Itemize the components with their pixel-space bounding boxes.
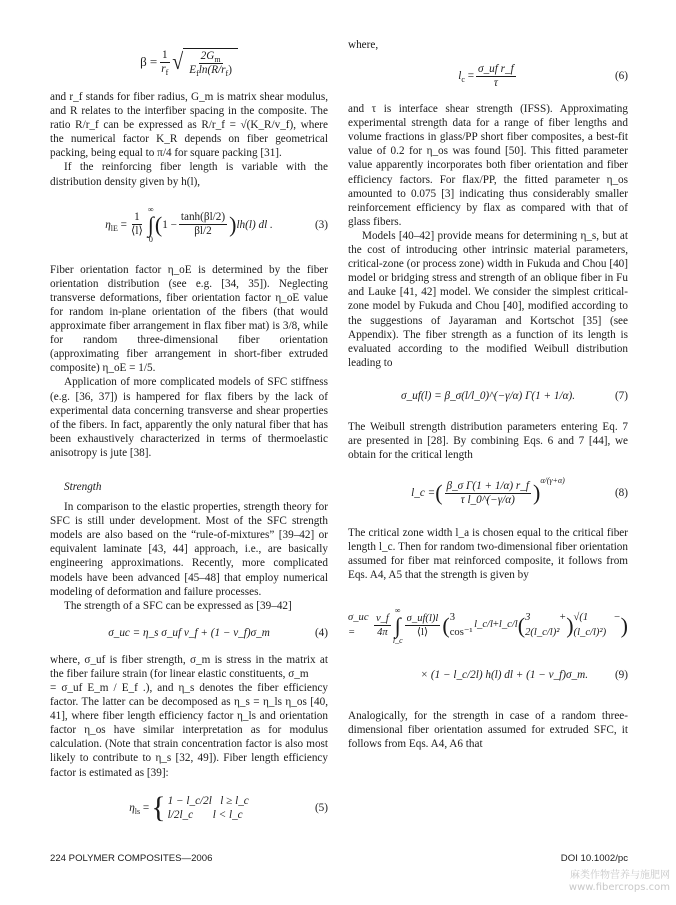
equation-8: l_c = ( $\frac{\text{β\_σ Γ(1 + 1/α) r\_f}}{\text{τ l\_0\textasciicircum{}(−γ/α)}}$ ) $^{\alpha/(\gamma+\alpha)}$ (8): [411, 476, 628, 506]
equation-number: (8): [614, 487, 628, 500]
paragraph: The Weibull strength distribution parameters entering Eq. 7 are presented in [28]. By combining Eqs. 6 and 7 [44], we obtain for the critical length: [348, 420, 628, 462]
equation-number: (5): [314, 801, 328, 814]
equation-beta: β = $\frac{1}{r_f}$ √ $\frac{2G_m}{E_f\ln(R/r_f)}$: [50, 38, 328, 86]
equation-number: (7): [614, 389, 628, 402]
paragraph: Application of more complicated models of SFC stiffness (e.g. [36, 37]) is hampered for flax fibers by the lack of experimental data concerning transverse and shear properties of the fibers. In fact, apparently the only natural fiber that has been exhaustively characterized in terms of thermoelastic anisotropy is jute [38].: [50, 376, 328, 459]
page-footer-left: 224 POLYMER COMPOSITES—2006: [50, 853, 213, 864]
equation-number: (9): [614, 669, 628, 682]
paragraph: Fiber orientation factor η_oE is determined by the fiber orientation distribution (see e.g. [34, 35]). Neglecting transverse deformations, fiber orientation factor η_oE value for random in-plane orientation of the fibers (that would approximate fiber arrangement in flax fiber mat) is 3/8, while for random three-dimensional fiber orientation (approximating fiber arrangement in short-fiber extruded composite) η_oE = 1/5.: [50, 263, 328, 375]
paragraph: Analogically, for the strength in case of a random three-dimensional fiber orientation assumed for extruded SFC, it follows from Eqs. A4, A6 that: [348, 709, 628, 750]
paragraph: and r_f stands for fiber radius, G_m is matrix shear modulus, and R relates to the interfiber spacing in the composite. The ratio R/r_f can be expressed as R/r_f = √(K_R/v_f), where the numerical factor K_R depends on fiber geometrical packing, being equal to π/4 for square packing [31].: [50, 91, 328, 160]
equation-number: (6): [614, 70, 628, 83]
equation-3: $\eta_{lE}$ = $\frac{1}{⟨l⟩}$ ∞ ∫ 0 ( 1 − $\frac{\tanh(\beta l/2)}{\beta l/2}$ ) lh(l) dl . (3): [105, 204, 328, 244]
equation-number: (4): [314, 626, 328, 639]
paragraph: where,: [348, 39, 379, 51]
left-column: [50, 38, 328, 828]
right-column: [348, 38, 628, 751]
watermark: 麻类作物营养与施肥网 www.fibercrops.com: [568, 870, 670, 893]
paragraph: The strength of a SFC can be expressed as [39–42]: [64, 599, 292, 612]
sqrt-symbol: √ $\frac{2G_m}{E_f\ln(R/r_f)}$: [172, 48, 238, 77]
equation-9-line1: σ_uc = $\frac{v\_f}{4\pi}$ ∞ ∫ l_c $\frac{\sigma\_uf(l)l}{⟨l⟩}$ ( 3 cos⁻¹ l_c/l + l_c/l ( 3 + 2(l_c/l)² ) √(1 − (l_c/l)²) ): [348, 605, 628, 645]
paragraph: = σ_uf E_m / E_f .), and η_s denotes the fiber efficiency factor. The latter can be decomposed as η_s = η_ls η_os [40, 41], where fiber length efficiency factor η_ls and orientation factor η_os have similar interpretation as for modulus calculation. (Note that strain concentration factor is also most likely to contribute to η_s [32, 49]). Fiber length efficiency factor is estimated as [39]:: [50, 682, 328, 779]
equation-7: σ_uf(l) = β_σ(l/l_0)^(−γ/α) Γ(1 + 1/α). (7): [401, 389, 628, 402]
equation-4: σ_uc = η_s σ_uf v_f + (1 − v_f)σ_m (4): [108, 626, 328, 639]
paragraph: and τ is interface shear strength (IFSS). Approximating experimental strength data for a range of fiber lengths and volume fractions in glass/PP short fiber composites, a best-fit value of 0.2 for η_os was found [50]. This fitted parameter value apparently incorporates both fiber orientation and fiber efficiency factors. For flax/PP, the fitted parameter η_os amounted to 0.075 [3] indicating thus considerably smaller reinforcement efficiency by flax as compared with that of glass fibers.: [348, 103, 628, 228]
equation-number: (3): [314, 218, 328, 231]
equation-5: $\eta_{ls}$ = { 1 − l_c/2l l ≥ l_c l/2l_c l < l_c (5): [129, 790, 328, 824]
paragraph: In comparison to the elastic properties, strength theory for SFC is still under development. Most of the SFC strength models are also based on the “rule-of-mixtures” [39–42] or equivalent laminate [43, 44] approach, i.e., are basically engineering approximations. Recently, more complicated models have been advanced [45–48] that employ numerical modeling of deformation and failure processes.: [50, 501, 328, 598]
page-footer-right: DOI 10.1002/pc: [560, 853, 628, 864]
section-heading: Strength: [64, 480, 102, 493]
paragraph: where, σ_uf is fiber strength, σ_m is stress in the matrix at the fiber failure strain (for linear elastic constituents, σ_m: [50, 653, 328, 680]
equation-9-line2: × (1 − l_c/2l) h(l) dl + (1 − v_f)σ_m. (9): [420, 669, 628, 682]
paragraph: Models [40–42] provide means for determining η_s, but at the cost of introducing other intrinsic material parameters, critical-zone (or process zone) width in Fukuda and Chou [40] model or bridging stress and strength of an oblique fiber in Fu and Lauke [41, 42] model. We consider the simplest critical-zone model by Fukuda and Chou [40], modified according to the suggestions of Jayaraman and Kortschot [35] (see Appendix). The fiber strength as a function of its length is evaluated according to the modified Weibull distribution leading to: [348, 229, 628, 369]
paragraph: If the reinforcing fiber length is variable with the distribution density given by h(l),: [50, 161, 328, 188]
equation-6: $l_c$ = $\frac{\text{σ\_uf r\_f}}{\tau}$ (6): [458, 62, 628, 89]
paragraph: The critical zone width l_a is chosen equal to the critical fiber length l_c. Then for random two-dimensional fiber orientation assumed for fiber mat reinforced composite, it follows from Eqs. A4, A5 that the strength is given by: [348, 527, 628, 582]
